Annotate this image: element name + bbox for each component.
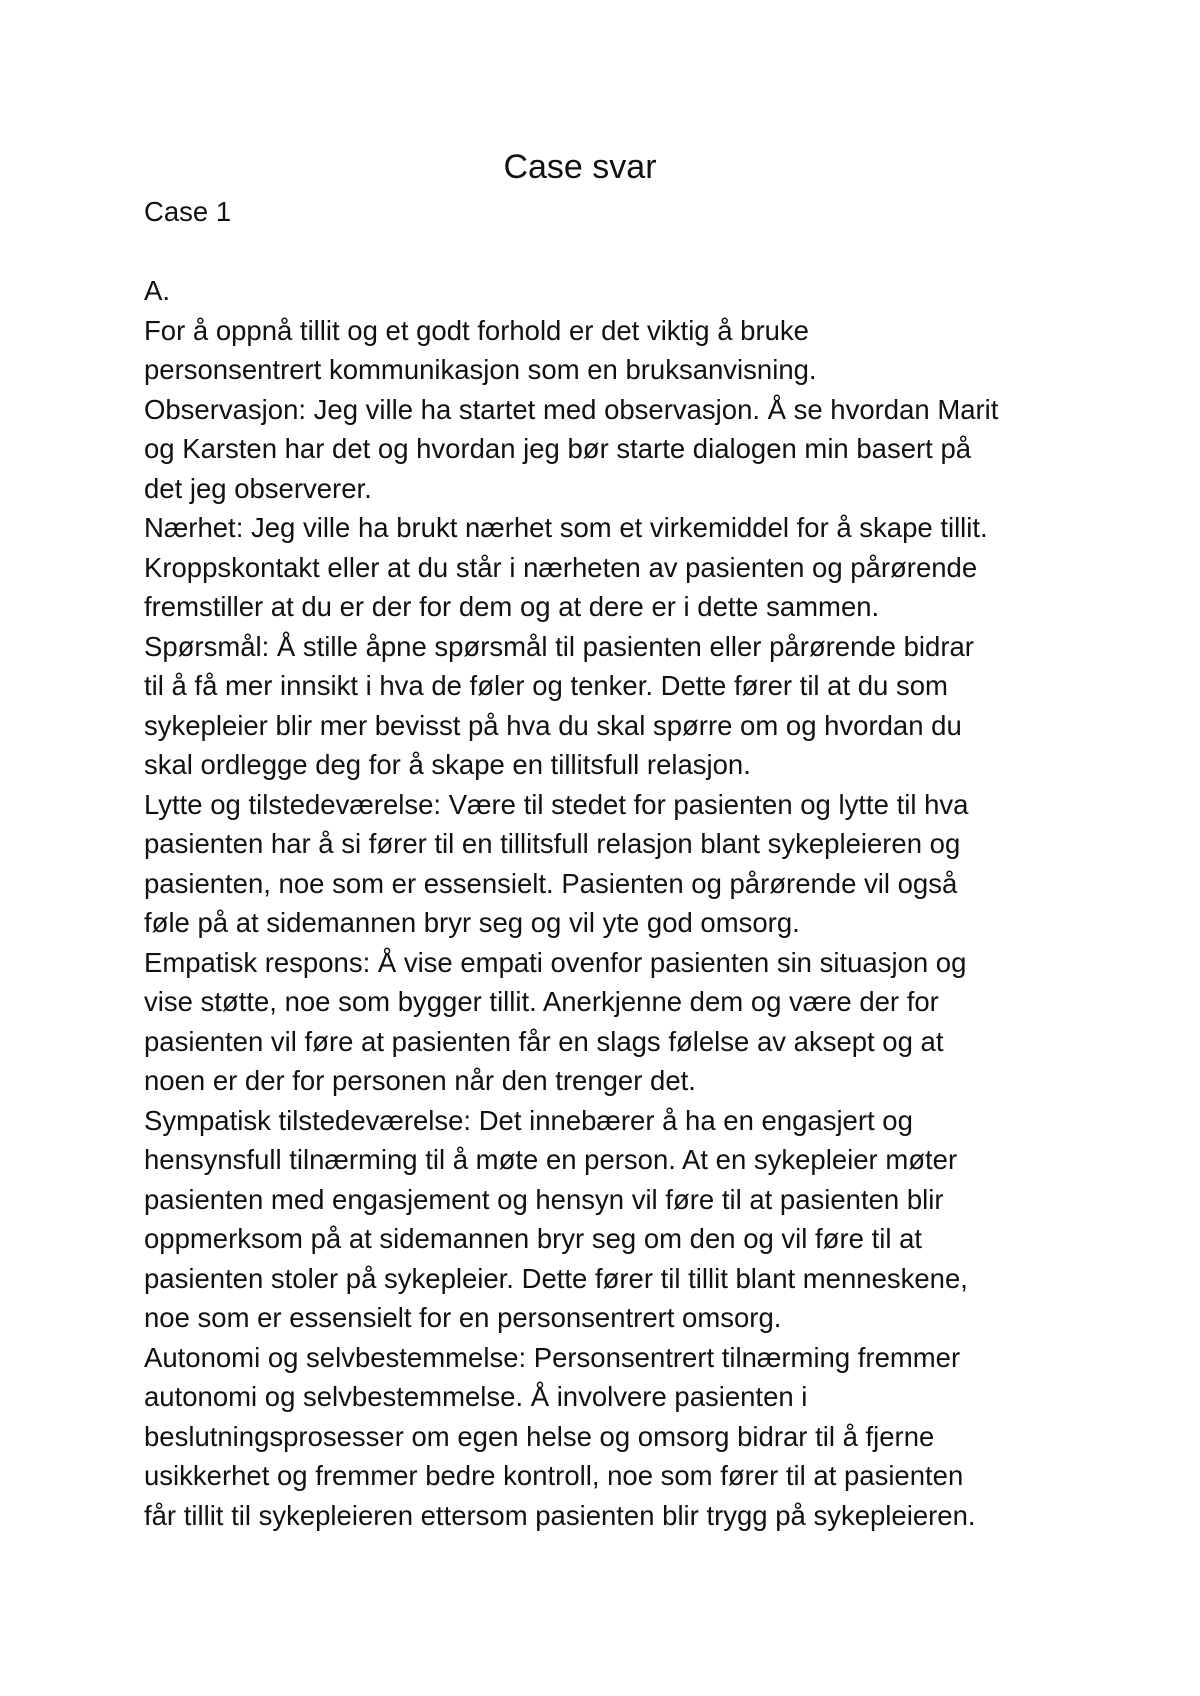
- body-line: For å oppnå tillit og et godt forhold er det viktig å bruke: [144, 314, 809, 346]
- body-line: autonomi og selvbestemmelse. Å involvere pasienten i: [144, 1381, 808, 1412]
- body-line: personsentrert kommunikasjon som en bruksanvisning.: [144, 354, 817, 385]
- body-line: Empatisk respons: Å vise empati ovenfor pasienten sin situasjon og: [144, 946, 967, 978]
- body-line: vise støtte, noe som bygger tillit. Anerkjenne dem og være der for: [144, 986, 939, 1017]
- body-line: oppmerksom på at sidemannen bryr seg om den og vil føre til at: [144, 1223, 923, 1254]
- body-line: pasienten stoler på sykepleier. Dette fører til tillit blant menneskene,: [144, 1262, 968, 1294]
- body-line: det jeg observerer.: [144, 472, 372, 504]
- body-line: hensynsfull tilnærming til å møte en person. At en sykepleier møter: [144, 1144, 958, 1175]
- body-line: Kroppskontakt eller at du står i nærheten av pasienten og pårørende: [144, 551, 978, 583]
- body-line: skal ordlegge deg for å skape en tillitsfull relasjon.: [144, 749, 751, 780]
- body-line: fremstiller at du er der for dem og at dere er i dette sammen.: [144, 591, 880, 622]
- case-label: Case 1: [144, 196, 232, 227]
- body-line: sykepleier blir mer bevisst på hva du skal spørre om og hvordan du: [144, 709, 962, 741]
- section-label: A.: [144, 275, 170, 306]
- body-line: pasienten med engasjement og hensyn vil føre til at pasienten blir: [144, 1183, 944, 1215]
- body-line: føle på at sidemannen bryr seg og vil yte god omsorg.: [144, 907, 800, 938]
- body-line: pasienten vil føre at pasienten får en slags følelse av aksept og at: [144, 1025, 944, 1057]
- body-line: Sympatisk tilstedeværelse: Det innebærer å ha en engasjert og: [144, 1104, 913, 1136]
- body-line: usikkerhet og fremmer bedre kontroll, noe som fører til at pasienten: [144, 1460, 964, 1491]
- body-line: Lytte og tilstedeværelse: Være til stedet for pasienten og lytte til hva: [144, 788, 969, 820]
- document-body: [144, 192, 1084, 1535]
- body-line: beslutningsprosesser om egen helse og omsorg bidrar til å fjerne: [144, 1420, 935, 1452]
- body-line: Observasjon: Jeg ville ha startet med observasjon. Å se hvordan Marit: [144, 393, 999, 425]
- body-line: til å få mer innsikt i hva de føler og tenker. Dette fører til at du som: [144, 670, 948, 701]
- body-line: noen er der for personen når den trenger det.: [144, 1065, 696, 1096]
- blank-line: [144, 232, 1084, 272]
- body-line: noe som er essensielt for en personsentrert omsorg.: [144, 1302, 782, 1333]
- body-line: pasienten har å si fører til en tillitsfull relasjon blant sykepleieren og: [144, 828, 961, 859]
- body-line: Spørsmål: Å stille åpne spørsmål til pasienten eller pårørende bidrar: [144, 630, 974, 662]
- body-line: og Karsten har det og hvordan jeg bør starte dialogen min basert på: [144, 433, 972, 464]
- body-line: får tillit til sykepleieren ettersom pasienten blir trygg på sykepleieren.: [144, 1499, 976, 1531]
- body-line: pasienten, noe som er essensielt. Pasienten og pårørende vil også: [144, 867, 958, 899]
- document-title: Case svar: [503, 148, 657, 186]
- body-line: Autonomi og selvbestemmelse: Personsentrert tilnærming fremmer: [144, 1341, 961, 1373]
- body-line: Nærhet: Jeg ville ha brukt nærhet som et virkemiddel for å skape tillit.: [144, 512, 988, 543]
